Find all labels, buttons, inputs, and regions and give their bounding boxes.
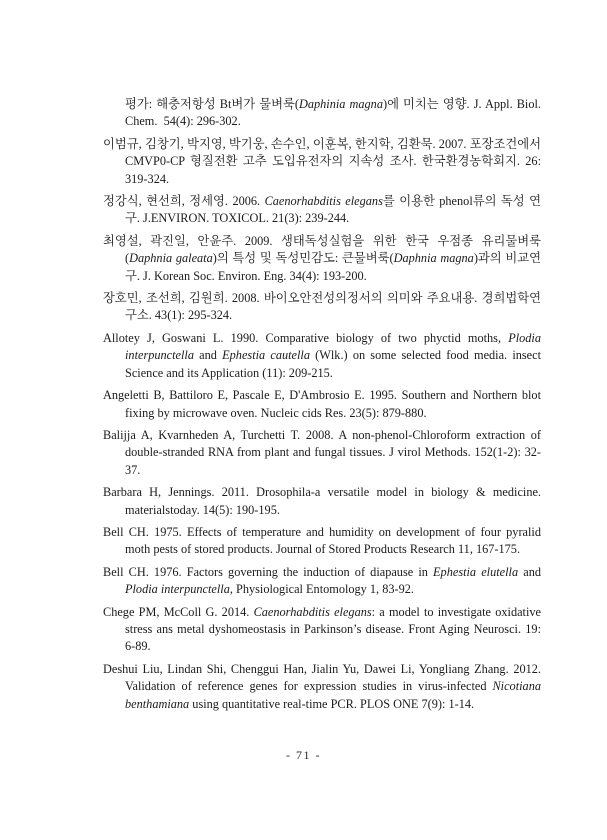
reference-entry: [103, 564, 541, 599]
species-name-italic: Daphnia magna: [393, 251, 474, 266]
reference-text: (Wlk.) on some selected food media. insect Science and its Application (11): 209-215.: [125, 348, 541, 380]
reference-entry: [103, 387, 541, 422]
reference-text: Angeletti B, Battiloro E, Pascale E, D'Ambrosio E. 1995. Southern and Northern blot fixing by microwave oven. Nucleic cids Res. 23(5): 879-880.: [103, 388, 541, 420]
reference-text: 평가: 해충저항성 Bt벼가 물벼룩(: [125, 97, 299, 111]
species-name-italic: Plodia interpunctella: [125, 582, 230, 597]
reference-entry: [103, 290, 541, 325]
page-number: - 71 -: [286, 748, 321, 762]
species-name-italic: Daphinia magna: [298, 97, 383, 111]
species-name-italic: Ephestia cautella: [222, 348, 310, 363]
species-name-italic: Daphnia galeata: [129, 251, 213, 266]
reference-entry: [103, 604, 541, 656]
reference-text: using quantitative real-time PCR. PLOS ONE 7(9): 1-14.: [189, 696, 475, 711]
reference-entry: [103, 193, 541, 228]
reference-text: Deshui Liu, Lindan Shi, Chenggui Han, Jialin Yu, Dawei Li, Yongliang Zhang. 2012. Validation of reference genes for expression studies in virus-infected: [103, 661, 541, 694]
reference-entry: [103, 484, 541, 519]
reference-text: 이범규, 김창기, 박지영, 박기웅, 손수인, 이훈복, 한지학, 김환묵. 2007. 포장조건에서 CMVP0-CP 형질전환 고추 도입유전자의 지속성 조사. 한국환경농학회지. 26: 319-324.: [103, 136, 541, 186]
reference-text: 최영설, 곽진일, 안윤주. 2009. 생태독성실험을 위한 한국 우점종 유리물벼룩(: [103, 233, 541, 266]
reference-entry: [103, 233, 541, 285]
species-name-italic: Caenorhabditis elegans: [264, 194, 383, 209]
species-name-italic: Plodia interpunctella: [125, 330, 541, 363]
reference-entry: [103, 427, 541, 479]
reference-text: : a model to investigate oxidative stress ans metal dyshomeostasis in Parkinson’s disease. Front Aging Neurosci. 19: 6-89.: [125, 604, 541, 654]
reference-text: Chege PM, McColl G. 2014.: [103, 604, 254, 619]
reference-entry: [103, 136, 541, 188]
reference-text: Bell CH. 1975. Effects of temperature and humidity on development of four pyralid moth pests of stored products. Journal of Stored Products Research 11, 167-175.: [103, 524, 541, 557]
species-name-italic: Caenorhabditis elegans: [253, 604, 372, 619]
reference-text: , Physiological Entomology 1, 83-92.: [229, 582, 414, 597]
reference-text: )과의 비교연구. J. Korean Soc. Environ. Eng. 34(4): 193-200.: [125, 251, 542, 283]
reference-entry: [103, 661, 541, 713]
reference-text: Barbara H, Jennings. 2011. Drosophila-a versatile model in biology & medicine. materialstoday. 14(5): 190-195.: [103, 485, 541, 517]
reference-text: 정강식, 현선희, 정세영. 2006.: [103, 194, 265, 209]
reference-entry: [103, 330, 541, 382]
reference-text: Bell CH. 1976. Factors governing the induction of diapause in: [103, 564, 434, 579]
species-name-italic: Ephestia elutella: [433, 564, 519, 579]
reference-text: Balijja A, Kvarnheden A, Turchetti T. 2008. A non-phenol-Chloroform extraction of double-stranded RNA from plant and fungal tissues. J virol Methods. 152(1-2): 32-37.: [103, 427, 541, 477]
reference-text: )에 미치는 영향. J. Appl. Biol. Chem. 54(4): 296-302.: [125, 97, 541, 129]
species-name-italic: Nicotiana benthamiana: [125, 679, 541, 711]
reference-entry: [103, 96, 541, 131]
reference-text: 장호민, 조선희, 김원희. 2008. 바이오안전성의정서의 의미와 주요내용. 경희법학연구소. 43(1): 295-324.: [103, 291, 541, 323]
reference-text: 를 이용한 phenol류의 독성 연구. J.ENVIRON. TOXICOL. 21(3): 239-244.: [125, 194, 542, 226]
reference-text: and: [193, 348, 223, 363]
reference-text: and: [518, 564, 541, 579]
reference-entry: [103, 524, 541, 559]
references-list: [103, 96, 541, 718]
reference-text: )의 특성 및 독성민감도: 큰물벼룩(: [212, 251, 394, 266]
reference-text: Allotey J, Goswani L. 1990. Comparative biology of two phyctid moths,: [103, 330, 509, 345]
